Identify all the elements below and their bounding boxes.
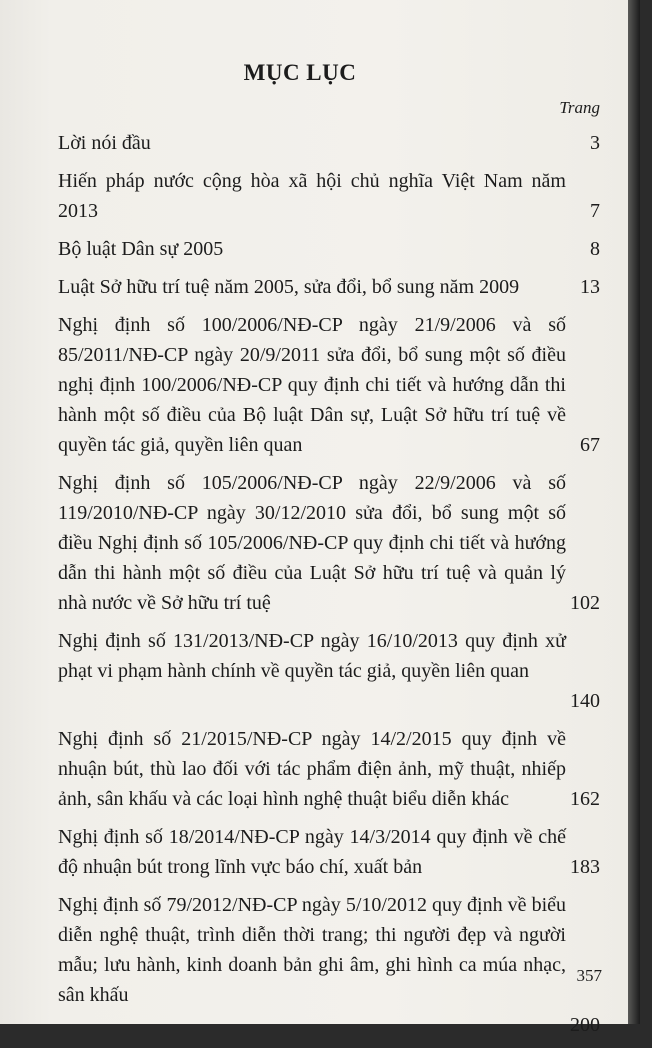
- toc-entry-title: Bộ luật Dân sự 2005: [58, 238, 224, 260]
- toc-entry-title: Nghị định số 100/2006/NĐ-CP ngày 21/9/2006 và số 85/2011/NĐ-CP ngày 20/9/2011 sửa đổi, bổ sung một số điều nghị định 100/2006/NĐ-CP quy định chi tiết và hướng dẫn thi hành một số điều của Bộ luật Dân sự, Luật Sở hữu trí tuệ về quyền tác giả, quyền liên quan: [58, 314, 566, 456]
- toc-entry: [58, 822, 600, 882]
- toc-entry-page: 162: [570, 788, 600, 810]
- toc-entry-page: 67: [580, 434, 600, 456]
- toc-entry-title: Nghị định số 18/2014/NĐ-CP ngày 14/3/2014 quy định về chế độ nhuận bút trong lĩnh vực báo chí, xuất bản: [58, 826, 566, 878]
- toc-entry-title: Lời nói đầu: [58, 132, 151, 154]
- toc-entry: [58, 468, 600, 618]
- toc-entry: [58, 272, 600, 302]
- toc-entry: [58, 166, 600, 226]
- toc-entry-page: 7: [590, 200, 600, 222]
- toc-entry-page: 102: [570, 592, 600, 614]
- toc-entry-page: 3: [590, 132, 600, 154]
- toc-entry-page: 13: [580, 276, 600, 298]
- page-column-label: Trang: [559, 98, 600, 117]
- toc-entry: [58, 234, 600, 264]
- toc-entry-title: Luật Sở hữu trí tuệ năm 2005, sửa đổi, bổ sung năm 2009: [58, 276, 520, 298]
- toc-entry-title: Hiến pháp nước cộng hòa xã hội chủ nghĩa Việt Nam năm 2013: [58, 170, 566, 222]
- toc-entry: [58, 128, 600, 158]
- toc-entry-page: 8: [590, 238, 600, 260]
- toc-entry: [58, 626, 600, 716]
- page-title: MỤC LỤC: [243, 60, 357, 85]
- toc-entry: [58, 724, 600, 814]
- toc-entry-page: 140: [570, 690, 600, 712]
- toc-entry-page: 200: [570, 1014, 600, 1036]
- page-edge-shadow: [628, 0, 640, 1024]
- toc-entry: [58, 890, 600, 1040]
- toc-entry-page: 183: [570, 856, 600, 878]
- toc-entry: [58, 310, 600, 460]
- toc-entry-title: Nghị định số 131/2013/NĐ-CP ngày 16/10/2013 quy định xử phạt vi phạm hành chính về quyền tác giả, quyền liên quan: [58, 630, 566, 682]
- page-number: 357: [576, 966, 602, 985]
- table-of-contents: [58, 128, 600, 1048]
- toc-entry-title: Nghị định số 21/2015/NĐ-CP ngày 14/2/2015 quy định về nhuận bút, thù lao đối với tác phẩm điện ảnh, mỹ thuật, nhiếp ảnh, sân khấu và các loại hình nghệ thuật biểu diễn khác: [58, 728, 566, 810]
- toc-entry-title: Nghị định số 105/2006/NĐ-CP ngày 22/9/2006 và số 119/2010/NĐ-CP ngày 30/12/2010 sửa đổi, bổ sung một số điều Nghị định số 105/2006/NĐ-CP quy định chi tiết và hướng dẫn thi hành một số điều của Luật Sở hữu trí tuệ và quản lý nhà nước về Sở hữu trí tuệ: [58, 472, 566, 614]
- toc-entry-title: Nghị định số 79/2012/NĐ-CP ngày 5/10/2012 quy định về biểu diễn nghệ thuật, trình diễn thời trang; thi người đẹp và người mẫu; lưu hành, kinh doanh bản ghi âm, ghi hình ca múa nhạc, sân khấu: [58, 894, 566, 1006]
